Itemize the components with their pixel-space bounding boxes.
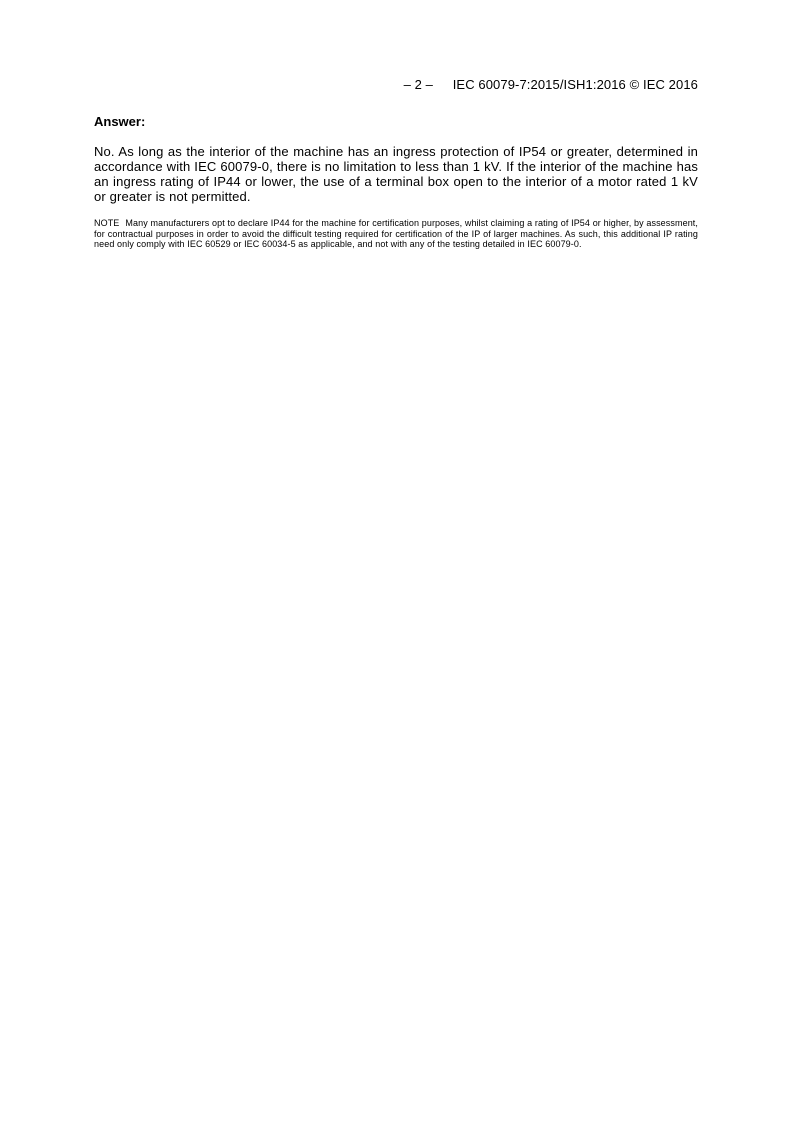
page-header [404, 77, 698, 93]
page-number: – 2 – [403, 77, 433, 92]
note-text: Many manufacturers opt to declare IP44 for the machine for certification purposes, whilst claiming a rating of IP54 or higher, by assessment, for contractual purposes in order to avoid the difficult testing required for certification of the IP of larger machines. As such, this additional IP rating need only comply with IEC 60529 or IEC 60034-5 as applicable, and not with any of the testing detailed in IEC 60079-0. [94, 218, 698, 249]
document-identifier: IEC 60079-7:2015/ISH1:2016 © IEC 2016 [452, 77, 698, 92]
answer-heading: Answer: [94, 114, 146, 129]
page-content [94, 114, 698, 250]
note-paragraph [94, 218, 698, 250]
note-label: NOTE [94, 218, 120, 228]
answer-paragraph: No. As long as the interior of the machine has an ingress protection of IP54 or greater, determined in accordance with IEC 60079-0, there is no limitation to less than 1 kV. If the interior of the machine has an ingress rating of IP44 or lower, the use of a terminal box open to the interior of a motor rated 1 kV or greater is not permitted. [94, 144, 698, 204]
